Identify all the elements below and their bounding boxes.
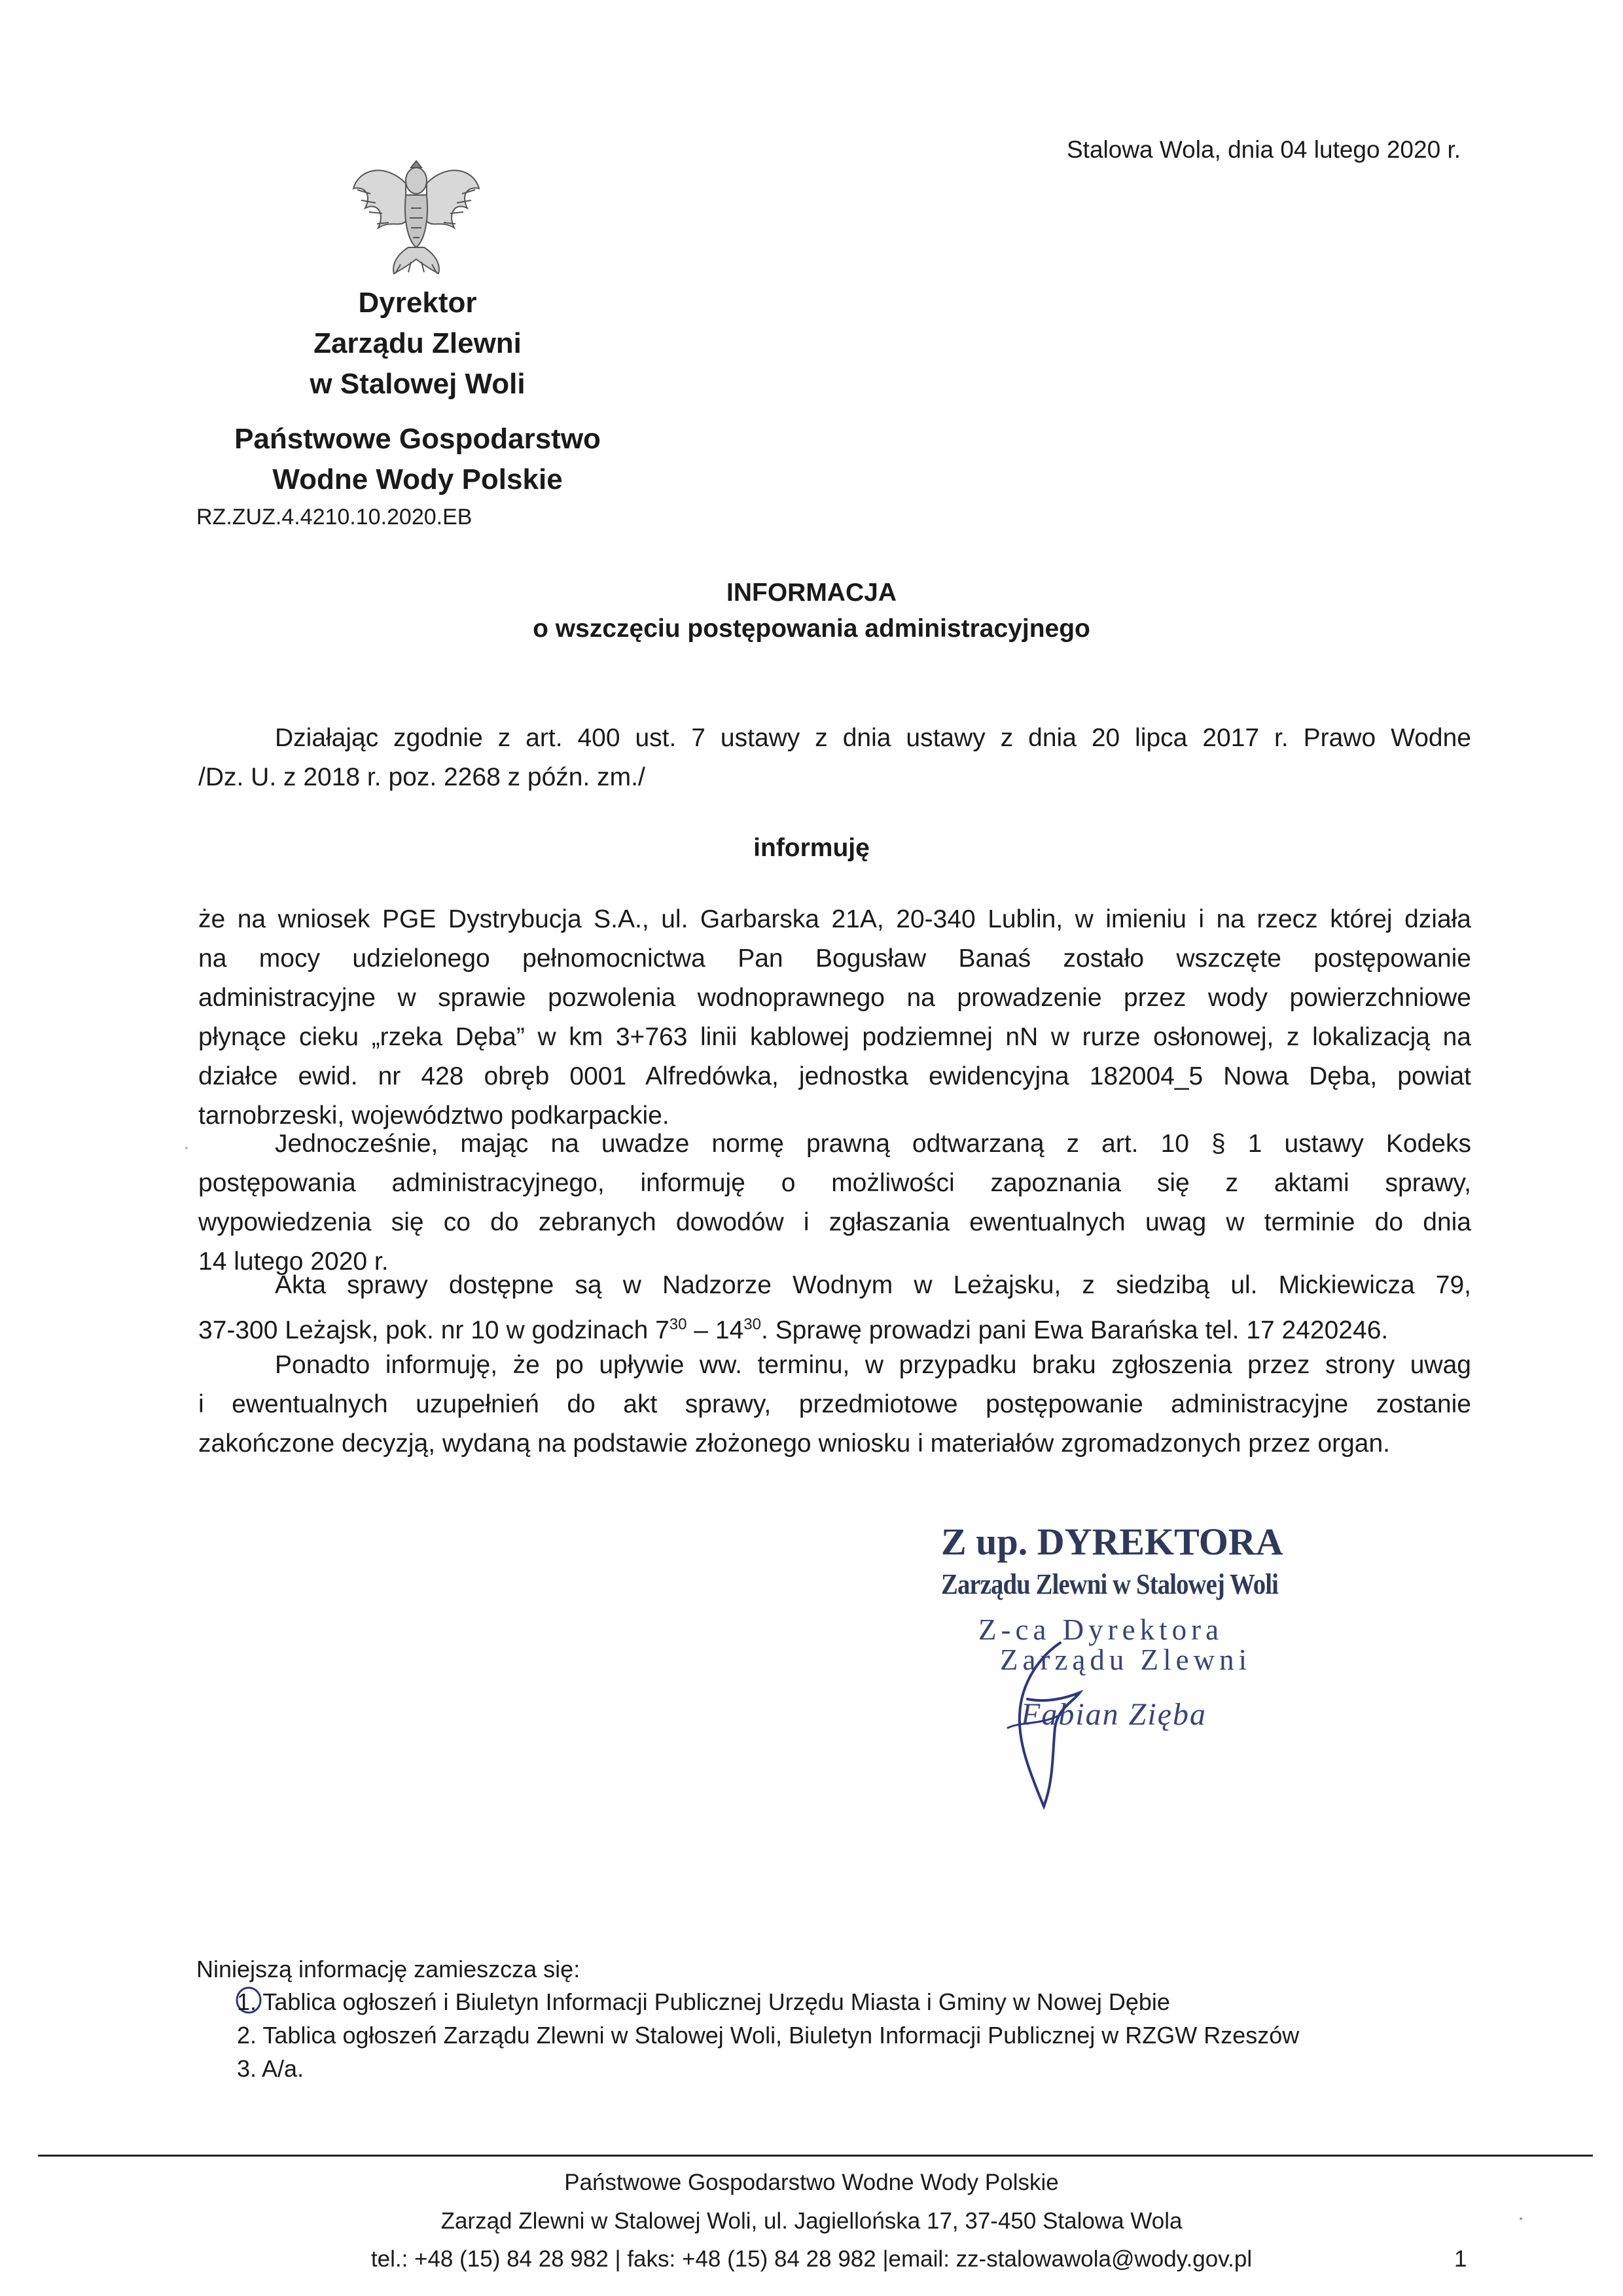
document-subtitle: o wszczęciu postępowania administracyjnego — [533, 615, 1090, 643]
paragraph-line-hours — [198, 1305, 1471, 1350]
paragraph-line: zakończone decyzją, wydaną na podstawie złożonego wniosku i materiałów zgromadzonych przez organ. — [198, 1429, 1391, 1458]
eagle-emblem-icon — [346, 149, 487, 284]
stamp-deputy: Z-ca Dyrektora — [978, 1613, 1224, 1646]
hours-text-a: 37-300 Leżajsk, pok. nr 10 w godzinach 7 — [198, 1316, 669, 1344]
footer-divider — [38, 2155, 1593, 2157]
director-line-2: Zarządu Zlewni — [313, 327, 522, 359]
paragraph-line: że na wniosek PGE Dystrybucja S.A., ul. Garbarska 21A, 20-340 Lublin, w imieniu i na rzecz której działa — [198, 905, 1471, 933]
org-line-1: Państwowe Gospodarstwo — [234, 423, 601, 455]
scan-speck — [185, 1147, 188, 1149]
paragraph-line: Ponadto informuję, że po upływie ww. terminu, w przypadku braku zgłoszenia przez strony uwag — [275, 1351, 1471, 1379]
informuje-heading: informuję — [753, 834, 870, 862]
intro-paragraph — [198, 719, 1471, 797]
director-line-3: w Stalowej Woli — [310, 368, 526, 400]
scan-speck — [1520, 2217, 1522, 2220]
hours-superscript-1: 30 — [669, 1316, 687, 1333]
paragraph-line: 14 lutego 2020 r. — [198, 1247, 389, 1276]
director-line-1: Dyrektor — [358, 287, 477, 319]
intro-line-1: Działając zgodnie z art. 400 ust. 7 ustawy z dnia ustawy z dnia 20 lipca 2017 r. Prawo Wodne — [275, 724, 1471, 752]
footer-contact: tel.: +48 (15) 84 28 982 | faks: +48 (15) 84 28 982 |email: zz-stalowawola@wody.gov.pl — [370, 2246, 1253, 2272]
hours-dash: – 14 — [687, 1316, 744, 1344]
paragraph-notice — [198, 1124, 1471, 1282]
hours-text-b: . Sprawę prowadzi pani Ewa Barańska tel. 17 2420246. — [760, 1316, 1389, 1344]
director-heading — [208, 283, 627, 404]
reference-number: RZ.ZUZ.4.4210.10.2020.EB — [196, 505, 473, 529]
stamp-name: Fabian Zięba — [1021, 1697, 1207, 1732]
handwritten-signature-icon — [982, 1630, 1113, 1813]
page-number: 1 — [1454, 2246, 1467, 2272]
distribution-item-3: 3. A/a. — [237, 2055, 304, 2082]
stamp-title: Z up. DYREKTORA — [941, 1520, 1283, 1563]
paragraph-line: na mocy udzielonego pełnomocnictwa Pan Bogusław Banaś zostało wszczęte postępowanie — [198, 944, 1471, 973]
paragraph-conclusion — [198, 1346, 1471, 1463]
stamp-office: Zarządu Zlewni w Stalowej Woli — [941, 1568, 1279, 1600]
distribution-label: Niniejszą informację zamieszcza się: — [196, 1956, 580, 1982]
paragraph-line: działce ewid. nr 428 obręb 0001 Alfredówka, jednostka ewidencyjna 182004_5 Nowa Dęba, powiat — [198, 1062, 1471, 1090]
paragraph-line: tarnobrzeski, województwo podkarpackie. — [198, 1102, 669, 1130]
footer-address: Zarząd Zlewni w Stalowej Woli, ul. Jagiellońska 17, 37-450 Stalowa Wola — [440, 2208, 1183, 2234]
stamp-deputy-office: Zarządu Zlewni — [1000, 1643, 1252, 1676]
distribution-item-2: 2. Tablica ogłoszeń Zarządu Zlewni w Stalowej Woli, Biuletyn Informacji Publicznej w RZGW Rzeszów — [237, 2022, 1300, 2049]
paragraph-line: administracyjne w sprawie pozwolenia wodnoprawnego na prowadzenie przez wody powierzchniowe — [198, 984, 1471, 1012]
paragraph-line: Jednocześnie, mając na uwadze normę prawną odtwarzaną z art. 10 § 1 ustawy Kodeks — [275, 1130, 1471, 1158]
paragraph-line: Akta sprawy dostępne są w Nadzorze Wodnym w Leżajsku, z siedzibą ul. Mickiewicza 79, — [275, 1271, 1471, 1299]
hours-superscript-2: 30 — [743, 1316, 761, 1333]
document-date: Stalowa Wola, dnia 04 lutego 2020 r. — [1067, 136, 1461, 163]
footer-org: Państwowe Gospodarstwo Wodne Wody Polskie — [564, 2170, 1059, 2195]
org-line-2: Wodne Wody Polskie — [272, 463, 563, 495]
paragraph-line: płynące cieku „rzeka Dęba” w km 3+763 linii kablowej podziemnej nN w rurze osłonowej, z lokalizacją na — [198, 1023, 1471, 1051]
paragraph-line: postępowania administracyjnego, informuję o możliwości zapoznania się z aktami sprawy, — [198, 1169, 1471, 1197]
distribution-item-1: 1. Tablica ogłoszeń i Biuletyn Informacji Publicznej Urzędu Miasta i Gminy w Nowej Dębie — [237, 1988, 1170, 2015]
paragraph-application — [198, 900, 1471, 1136]
organization-heading — [175, 419, 660, 500]
intro-line-2: /Dz. U. z 2018 r. poz. 2268 z późn. zm./ — [198, 763, 645, 791]
paragraph-line: wypowiedzenia się co do zebranych dowodów i zgłaszania ewentualnych uwag w terminie do dnia — [198, 1208, 1471, 1236]
document-title: INFORMACJA — [726, 579, 897, 607]
paragraph-files — [198, 1266, 1471, 1350]
paragraph-line: i ewentualnych uzupełnień do akt sprawy, przedmiotowe postępowanie administracyjne zostanie — [198, 1390, 1471, 1418]
